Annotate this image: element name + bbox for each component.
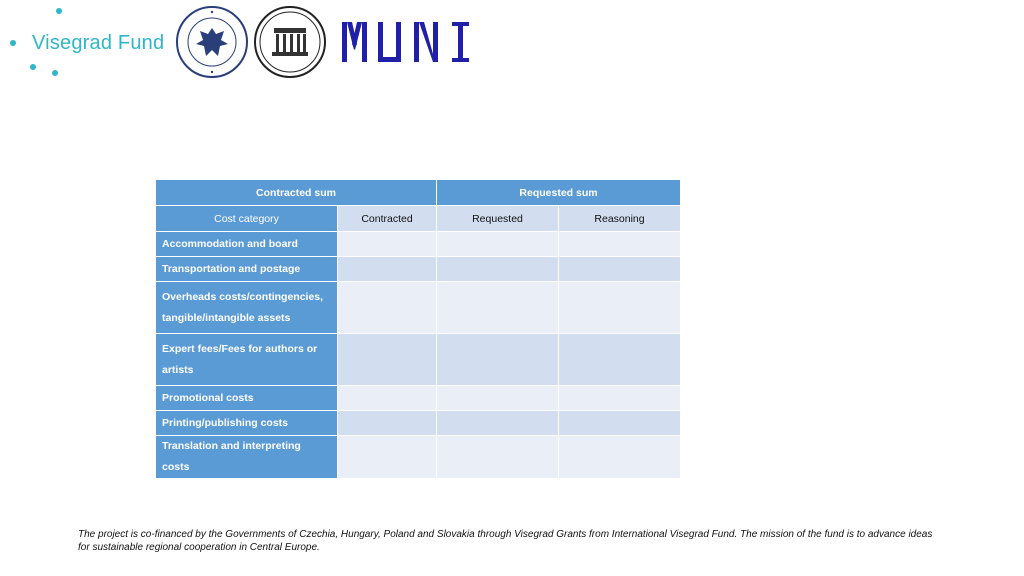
logo-bar bbox=[0, 0, 1024, 90]
column-header-cost-category: Cost category bbox=[156, 206, 338, 232]
reasoning-cell[interactable] bbox=[559, 386, 681, 411]
cost-category-cell: Promotional costs bbox=[156, 386, 338, 411]
logo-dot bbox=[30, 64, 36, 70]
table-row bbox=[156, 436, 681, 479]
table-row bbox=[156, 386, 681, 411]
contracted-cell[interactable] bbox=[338, 386, 437, 411]
column-header-row bbox=[156, 206, 681, 232]
medical-university-lublin-seal bbox=[176, 6, 248, 78]
requested-cell[interactable] bbox=[437, 386, 559, 411]
reasoning-cell[interactable] bbox=[559, 436, 681, 479]
requested-cell[interactable] bbox=[437, 257, 559, 282]
visegrad-fund-wordmark: Visegrad Fund bbox=[32, 32, 165, 54]
contracted-cell[interactable] bbox=[338, 232, 437, 257]
cost-category-cell: Overheads costs/contingencies, tangible/intangible assets bbox=[156, 282, 338, 334]
table-row bbox=[156, 411, 681, 436]
column-header-reasoning: Reasoning bbox=[559, 206, 681, 232]
cost-category-cell: Accommodation and board bbox=[156, 232, 338, 257]
contracted-cell[interactable] bbox=[338, 257, 437, 282]
requested-sum-header: Requested sum bbox=[437, 180, 681, 206]
reasoning-cell[interactable] bbox=[559, 257, 681, 282]
cost-category-cell: Transportation and postage bbox=[156, 257, 338, 282]
cost-category-cell: Translation and interpreting costs bbox=[156, 436, 338, 479]
requested-cell[interactable] bbox=[437, 282, 559, 334]
contracted-cell[interactable] bbox=[338, 282, 437, 334]
funding-note: The project is co-financed by the Governments of Czechia, Hungary, Poland and Slovakia through Visegrad Grants from International Visegrad Fund. The mission of the fund is to advance ideas for sustainable regional cooperation in Central Europe. bbox=[78, 529, 933, 553]
reasoning-cell[interactable] bbox=[559, 334, 681, 386]
reasoning-cell[interactable] bbox=[559, 282, 681, 334]
contracted-cell[interactable] bbox=[338, 334, 437, 386]
contracted-sum-header: Contracted sum bbox=[156, 180, 437, 206]
contracted-cell[interactable] bbox=[338, 436, 437, 479]
muni-logo bbox=[340, 20, 476, 64]
logo-dot bbox=[10, 40, 16, 46]
column-header-requested: Requested bbox=[437, 206, 559, 232]
cost-category-cell: Printing/publishing costs bbox=[156, 411, 338, 436]
contracted-cell[interactable] bbox=[338, 411, 437, 436]
visegrad-fund-logo bbox=[8, 4, 168, 80]
table-row bbox=[156, 232, 681, 257]
requested-cell[interactable] bbox=[437, 232, 559, 257]
cost-category-cell: Expert fees/Fees for authors or artists bbox=[156, 334, 338, 386]
table-header-row bbox=[156, 180, 681, 206]
requested-cell[interactable] bbox=[437, 436, 559, 479]
table-row bbox=[156, 257, 681, 282]
logo-dot bbox=[56, 8, 62, 14]
requested-cell[interactable] bbox=[437, 334, 559, 386]
column-header-contracted: Contracted bbox=[338, 206, 437, 232]
requested-cell[interactable] bbox=[437, 411, 559, 436]
budget-table bbox=[155, 179, 681, 479]
masaryk-university-seal bbox=[254, 6, 326, 78]
reasoning-cell[interactable] bbox=[559, 411, 681, 436]
table-row bbox=[156, 334, 681, 386]
logo-dot bbox=[52, 70, 58, 76]
reasoning-cell[interactable] bbox=[559, 232, 681, 257]
table-row bbox=[156, 282, 681, 334]
